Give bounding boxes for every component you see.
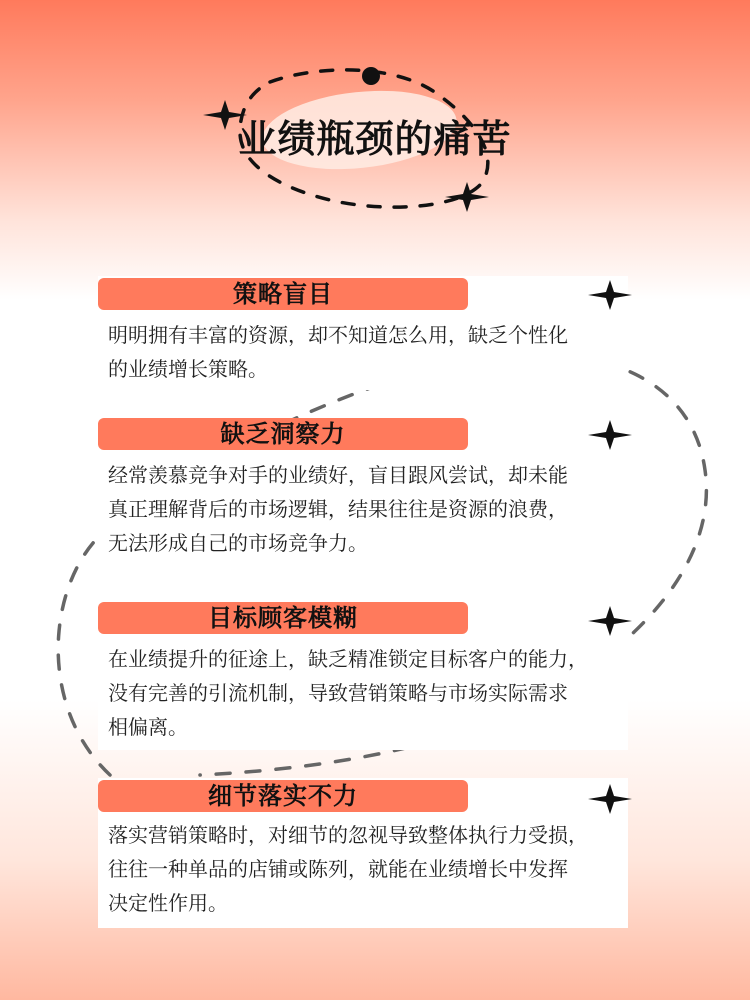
section-heading: 缺乏洞察力 <box>98 418 468 450</box>
body-line: 落实营销策略时，对细节的忽视导致整体执行力受损， <box>108 823 588 847</box>
section-heading: 细节落实不力 <box>98 780 468 812</box>
title-area <box>0 0 750 240</box>
section-body <box>108 318 618 386</box>
body-line: 没有完善的引流机制，导致营销策略与市场实际需求 <box>108 681 568 705</box>
body-line: 往往一种单品的店铺或陈列，就能在业绩增长中发挥 <box>108 857 568 881</box>
body-line: 的业绩增长策略。 <box>108 357 268 381</box>
body-line: 经常羡慕竞争对手的业绩好，盲目跟风尝试，却未能 <box>108 463 568 487</box>
sparkle-icon <box>588 280 632 310</box>
body-line: 真正理解背后的市场逻辑，结果往往是资源的浪费， <box>108 497 568 521</box>
sparkle-icon <box>445 182 489 212</box>
body-line: 相偏离。 <box>108 715 188 739</box>
body-line: 无法形成自己的市场竞争力。 <box>108 531 368 555</box>
sparkle-icon <box>588 420 632 450</box>
body-line: 明明拥有丰富的资源，却不知道怎么用，缺乏个性化 <box>108 323 568 347</box>
body-line: 决定性作用。 <box>108 891 228 915</box>
section-heading: 目标顾客模糊 <box>98 602 468 634</box>
sparkle-icon <box>588 784 632 814</box>
page-title: 业绩瓶颈的痛苦 <box>238 117 512 161</box>
section-body <box>108 642 618 744</box>
section-heading: 策略盲目 <box>98 278 468 310</box>
sparkle-icon <box>588 606 632 636</box>
body-line: 在业绩提升的征途上，缺乏精准锁定目标客户的能力， <box>108 647 588 671</box>
section-body <box>108 458 618 560</box>
section-body <box>108 818 618 920</box>
